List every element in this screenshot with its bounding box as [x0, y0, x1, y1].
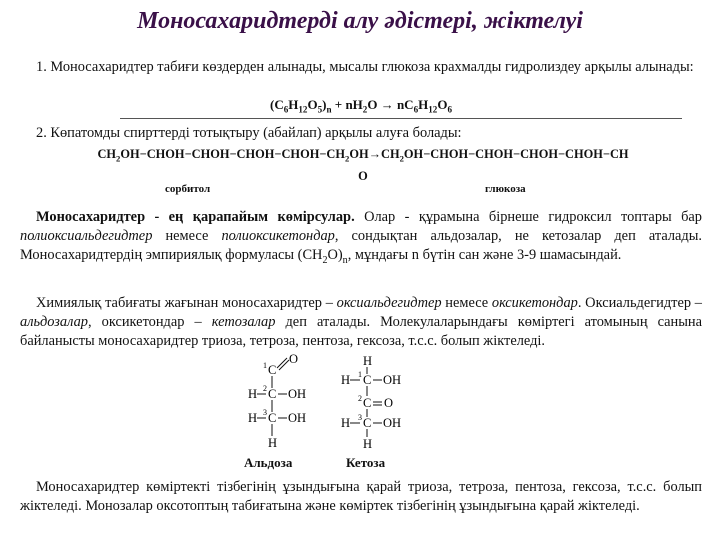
- divider-line: [120, 118, 682, 119]
- paragraph-definition: Моносахаридтер - ең қарапайым көмірсулар. Олар - құрамына бірнеше гидроксил топтары бар полиоксиальдегидтер немесе полиоксикетондар, сондықтан альдозалар, не кетозалар деп аталады. Моносахаридтердің эмпириялық формуласы $(CH_2O)_n$, мұндағы n бүтін сан және 3-9 шамасындай.: [20, 209, 702, 266]
- svg-text:C: C: [268, 411, 277, 425]
- caption-aldose: Альдоза: [244, 455, 293, 470]
- svg-text:OH: OH: [383, 373, 402, 387]
- svg-text:H: H: [341, 416, 351, 430]
- paragraph-chain-length: Моносахаридтер көміртекті тізбегінің ұзындығына қарай триоза, тетроза, пентоза, гексоза, т.с.с. болып жіктеледі. Монозалар оксотоптың табиғатына және көміртек тізбегінің ұзындығына қарай жіктеледі.: [20, 479, 702, 514]
- svg-text:C: C: [363, 373, 372, 387]
- aldose-c1: C: [268, 363, 277, 377]
- svg-text:H: H: [341, 373, 351, 387]
- page-title: Моносахаридтерді алу әдістері, жіктелуі: [137, 8, 583, 34]
- svg-text:H: H: [363, 437, 373, 451]
- svg-text:1: 1: [263, 361, 267, 370]
- paragraph-classification: Химиялық табиғаты жағынан моносахаридтер – оксиальдегидтер немесе оксикетондар. Оксиальдегидтер – альдозалар, оксикетондар – кетозалар деп аталады. Молекулаларындағы көміртегі атомының санына байланысты моносахаридтер триоза, тетроза, пентоза, гексоза, т.с.с. болып жіктеледі.: [20, 295, 702, 349]
- aldose-o: O: [289, 354, 299, 366]
- svg-text:C: C: [268, 387, 277, 401]
- svg-text:3: 3: [263, 408, 267, 417]
- svg-text:1: 1: [358, 370, 362, 379]
- svg-text:OH: OH: [288, 387, 307, 401]
- svg-text:H: H: [248, 411, 258, 425]
- paragraph-natural-sources: 1. Моносахаридтер табиғи көздерден алынады, мысалы глюкоза крахмалды гидролиздеу арқылы алынады:: [36, 59, 694, 75]
- svg-text:H: H: [363, 354, 373, 368]
- svg-text:2: 2: [358, 394, 362, 403]
- svg-text:2: 2: [263, 384, 267, 393]
- svg-text:OH: OH: [383, 416, 402, 430]
- svg-text:OH: OH: [288, 411, 307, 425]
- equation-oxidation-chain: $CH_2OH-CHOH-CHOH-CHOH-CHOH-CH_2OH\to CH_2OH-CHOH-CHOH-CHOH-CHOH-CH$ O: [97, 147, 629, 184]
- equation-hydrolysis: $(C_6H_{12}O_5)_n + nH_2O \to nC_6H_{12}O_6$: [269, 97, 453, 115]
- svg-text:3: 3: [358, 413, 362, 422]
- svg-text:C: C: [363, 416, 372, 430]
- svg-text:O: O: [384, 396, 394, 410]
- ketose-structure: [336, 354, 426, 452]
- svg-text:C: C: [363, 396, 372, 410]
- svg-text:H: H: [248, 387, 258, 401]
- aldose-structure: [235, 354, 325, 452]
- label-glucose: глюкоза: [485, 183, 526, 195]
- label-sorbitol: сорбитол: [165, 183, 211, 195]
- paragraph-oxidation: 2. Көпатомды спирттерді тотықтыру (абайлап) арқылы алуға болады:: [36, 125, 462, 141]
- svg-text:H: H: [268, 436, 278, 450]
- caption-ketose: Кетоза: [346, 455, 386, 470]
